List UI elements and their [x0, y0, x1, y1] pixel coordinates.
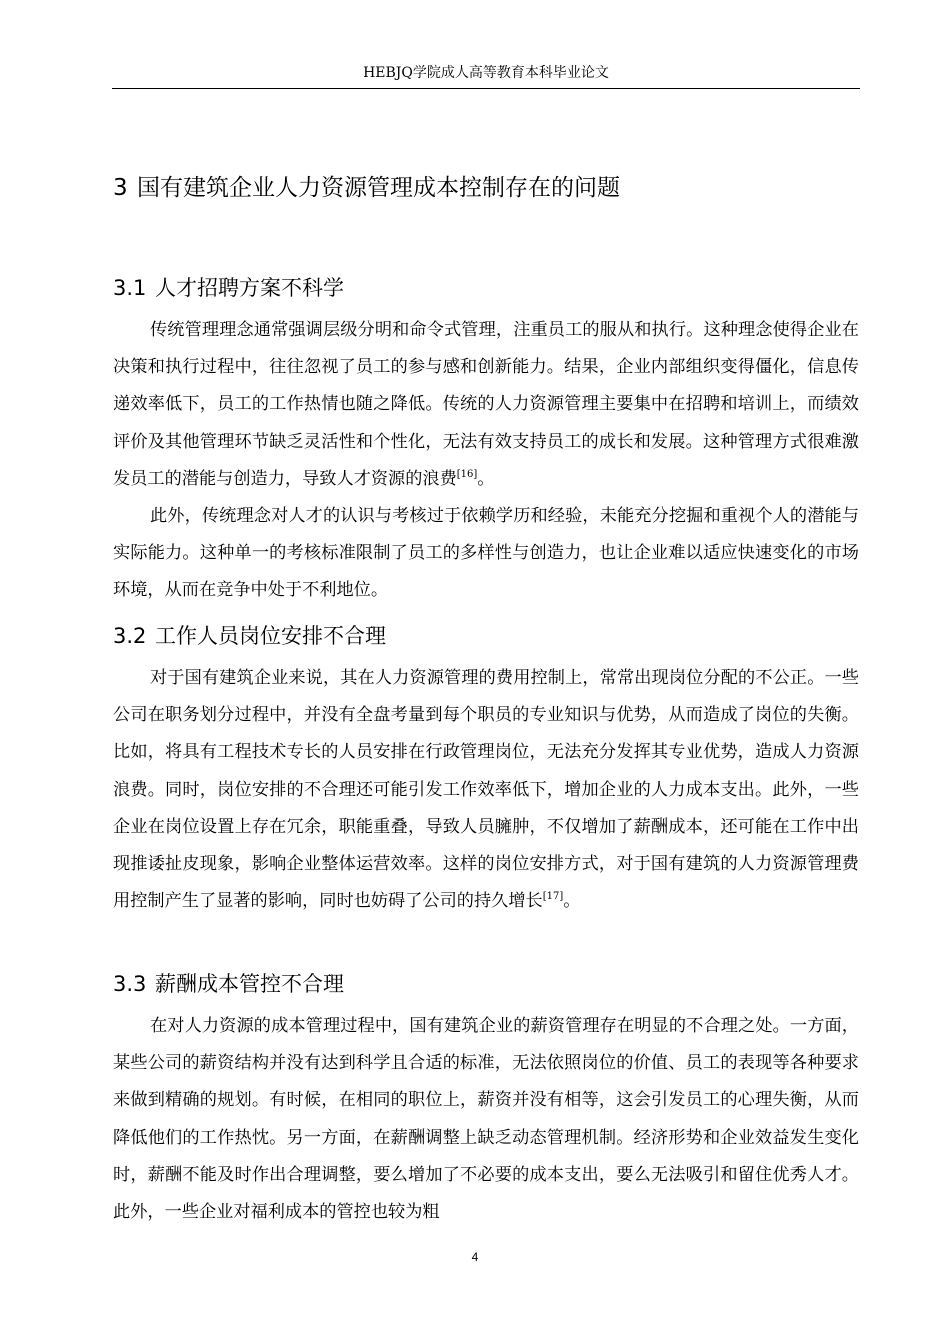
- paragraph-text: 在对人力资源的成本管理过程中，国有建筑企业的薪资管理存在明显的不合理之处。一方面，某些公司的薪资结构并没有达到科学且合适的标准，无法依照岗位的价值、员工的表现等各种要求来做到精确的规划。有时候，在相同的职位上，薪资并没有相等，这会引发员工的心理失衡，从而降低他们的工作热忱。另一方面，在薪酬调整上缺乏动态管理机制。经济形势和企业效益发生变化时，薪酬不能及时作出合理调整，要么增加了不必要的成本支出，要么无法吸引和留住优秀人才。此外，一些企业对福利成本的管控也较为粗: [113, 1016, 859, 1223]
- running-header: HEBJQ学院成人高等教育本科毕业论文: [363, 65, 609, 81]
- paragraph: [113, 1008, 859, 1231]
- header-rule: [112, 88, 860, 89]
- paragraph-text: 此外，传统理念对人才的认识与考核过于依赖学历和经验，未能充分挖掘和重视个人的潜能与实际能力。这种单一的考核标准限制了员工的多样性与创造力，也让企业难以适应快速变化的市场环境，从而在竞争中处于不利地位。: [113, 506, 859, 601]
- paragraph-tail: 。: [563, 891, 581, 912]
- section-heading-3-2: [113, 621, 853, 651]
- section-heading-3-1: [113, 273, 853, 303]
- section-number: 3.3: [113, 972, 147, 996]
- page-number: 4: [471, 1250, 479, 1264]
- citation: [17]: [542, 891, 564, 903]
- chapter-title: 国有建筑企业人力资源管理成本控制存在的问题: [137, 175, 620, 201]
- section-title: 人才招聘方案不科学: [155, 276, 344, 300]
- chapter-heading: [113, 171, 853, 205]
- paragraph-text: 对于国有建筑企业来说，其在人力资源管理的费用控制上，常常出现岗位分配的不公正。一些公司在职务划分过程中，并没有全盘考量到每个职员的专业知识与优势，从而造成了岗位的失衡。比如，将具有工程技术专长的人员安排在行政管理岗位，无法充分发挥其专业优势，造成人力资源浪费。同时，岗位安排的不合理还可能引发工作效率低下，增加企业的人力成本支出。此外，一些企业在岗位设置上存在冗余，职能重叠，导致人员臃肿，不仅增加了薪酬成本，还可能在工作中出现推诿扯皮现象，影响企业整体运营效率。这样的岗位安排方式，对于国有建筑的人力资源管理费用控制产生了显著的影响，同时也妨碍了公司的持久增长: [113, 668, 859, 912]
- section-title: 工作人员岗位安排不合理: [155, 624, 386, 648]
- section-number: 3.1: [113, 276, 147, 300]
- paragraph: [113, 660, 859, 920]
- chapter-number: 3: [113, 175, 128, 201]
- paragraph: [113, 498, 859, 610]
- paragraph-tail: 。: [477, 468, 495, 489]
- section-heading-3-3: [113, 969, 853, 999]
- citation: [16]: [456, 468, 478, 480]
- paragraph: [113, 312, 859, 498]
- section-title: 薪酬成本管控不合理: [155, 972, 344, 996]
- paragraph-text: 传统管理理念通常强调层级分明和命令式管理，注重员工的服从和执行。这种理念使得企业在决策和执行过程中，往往忽视了员工的参与感和创新能力。结果，企业内部组织变得僵化，信息传递效率低下，员工的工作热情也随之降低。传统的人力资源管理主要集中在招聘和培训上，而绩效评价及其他管理环节缺乏灵活性和个性化，无法有效支持员工的成长和发展。这种管理方式很难激发员工的潜能与创造力，导致人才资源的浪费: [113, 320, 859, 489]
- section-number: 3.2: [113, 624, 147, 648]
